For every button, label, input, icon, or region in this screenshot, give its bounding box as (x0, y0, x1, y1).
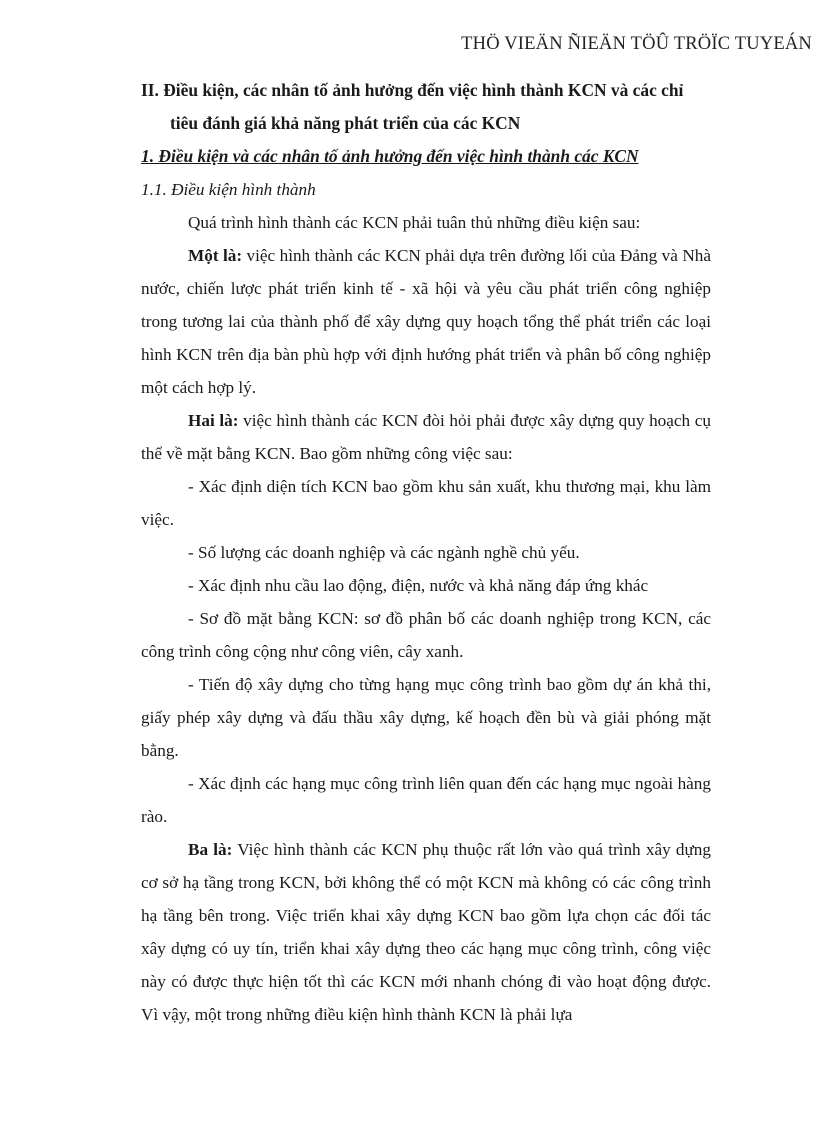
running-header: THÖ VIEÄN ÑIEÄN TÖÛ TRÖÏC TUYEÁN (461, 34, 812, 54)
document-body (141, 74, 711, 1031)
bullet-item: - Tiến độ xây dựng cho từng hạng mục công trình bao gồm dự án khả thi, giấy phép xây dựng và đấu thầu xây dựng, kế hoạch đền bù và giải phóng mặt bằng. (141, 675, 711, 760)
bullet-item: - Sơ đồ mặt bằng KCN: sơ đồ phân bố các doanh nghiệp trong KCN, các công trình công cộng như công viên, cây xanh. (141, 609, 711, 661)
bullet-item: - Xác định diện tích KCN bao gồm khu sản xuất, khu thương mại, khu làm việc. (141, 477, 711, 529)
section-heading-line2: tiêu đánh giá khả năng phát triển của các KCN (170, 113, 521, 133)
paragraph-condition-two (141, 404, 711, 470)
paragraph-lead: Một là: (188, 246, 243, 265)
paragraph-condition-three (141, 833, 711, 1031)
paragraph-condition-one (141, 239, 711, 404)
bullet-item: - Số lượng các doanh nghiệp và các ngành nghề chủ yếu. (188, 543, 580, 562)
paragraph-text: việc hình thành các KCN phải dựa trên đường lối của Đảng và Nhà nước, chiến lược phát triển kinh tế - xã hội và yêu cầu phát triển công nghiệp trong tương lai của thành phố để xây dựng quy hoạch tổng thể phát triển các loại hình KCN trên địa bàn phù hợp với định hướng phát triển và phân bố công nghiệp một cách hợp lý. (141, 246, 711, 397)
bullet-item: - Xác định các hạng mục công trình liên quan đến các hạng mục ngoài hàng rào. (141, 774, 711, 826)
subsubsection-heading: 1.1. Điều kiện hình thành (141, 180, 316, 199)
paragraph-lead: Hai là: (188, 411, 239, 430)
paragraph-lead: Ba là: (188, 840, 233, 859)
subsection-heading: 1. Điều kiện và các nhân tố ảnh hưởng đến việc hình thành các KCN (141, 146, 639, 166)
paragraph-text: Việc hình thành các KCN phụ thuộc rất lớn vào quá trình xây dựng cơ sở hạ tầng trong KCN, bởi không thể có một KCN mà không có các công trình hạ tầng bên trong. Việc triển khai xây dựng KCN bao gồm lựa chọn các đối tác xây dựng có uy tín, triển khai xây dựng theo các hạng mục công trình, công việc này có được thực hiện tốt thì các KCN mới nhanh chóng đi vào hoạt động được. Vì vậy, một trong những điều kiện hình thành KCN là phải lựa (141, 840, 711, 1024)
paragraph-text: việc hình thành các KCN đòi hỏi phải được xây dựng quy hoạch cụ thể về mặt bằng KCN. Bao gồm những công việc sau: (141, 411, 711, 463)
section-heading (141, 74, 711, 140)
bullet-item: - Xác định nhu cầu lao động, điện, nước và khả năng đáp ứng khác (188, 576, 649, 595)
section-heading-line1: II. Điều kiện, các nhân tố ảnh hưởng đến việc hình thành KCN và các chỉ (141, 80, 684, 100)
intro-paragraph: Quá trình hình thành các KCN phải tuân thủ những điều kiện sau: (188, 213, 641, 232)
